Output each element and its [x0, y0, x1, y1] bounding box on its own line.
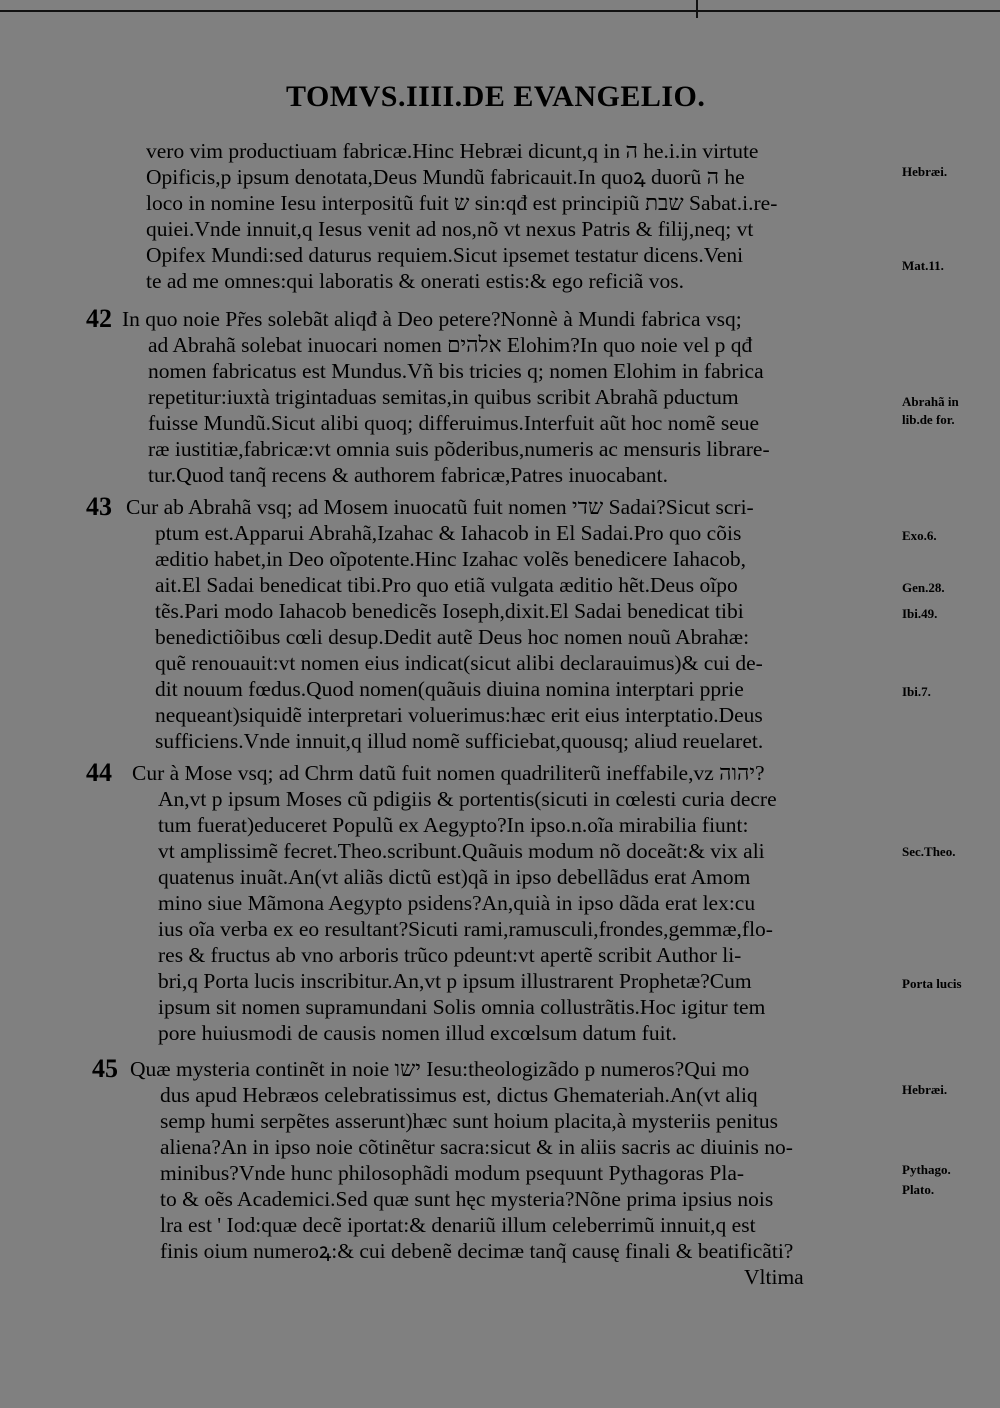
- text-line: aliena?An in ipso noie cõtinẽtur sacra:sicut & in aliis sacris ac diuinis no-: [160, 1135, 793, 1159]
- section-number: 45: [92, 1054, 118, 1083]
- text-line: ipsum sit nomen supramundani Solis omnia collustrãtis.Hoc igitur tem: [158, 995, 766, 1019]
- marginal-note: Ibi.49.: [902, 606, 938, 621]
- text-line: te ad me omnes:qui laboratis & onerati estis:& ego reficiã vos.: [146, 269, 684, 293]
- text-line: quẽ renouauit:vt nomen eius indicat(sicut alibi declarauimus)& cui de-: [155, 651, 763, 675]
- text-line: Opifex Mundi:sed daturus requiem.Sicut ipsemet testatur dicens.Veni: [146, 243, 744, 267]
- marginal-note: Pythago.: [902, 1162, 951, 1177]
- text-line: Cur à Mose vsq; ad Chrm datũ fuit nomen quadriliterũ ineffabile,vz יהוה?: [132, 761, 765, 785]
- text-line: nomen fabricatus est Mundus.Vñ bis tricies q; nomen Elohim in fabrica: [148, 359, 764, 383]
- text-line: tẽs.Pari modo Iahacob benedicẽs Ioseph,dixit.El Sadai benedicat tibi: [155, 599, 744, 623]
- top-rule: [0, 10, 1000, 12]
- marginal-note: Gen.28.: [902, 580, 945, 595]
- text-line: In quo noie Pr̃es solebãt aliqđ à Deo petere?Nonnè à Mundi fabrica vsq;: [122, 307, 742, 331]
- text-line: loco in nomine Iesu interpositũ fuit ש sin:qđ est principiũ שבת Sabat.i.re-: [146, 191, 778, 215]
- marginal-note: Abrahã in: [902, 394, 959, 409]
- text-line: fuisse Mundũ.Sicut alibi quoq; differuimus.Interfuit aũt hoc nomẽ seue: [148, 411, 760, 435]
- text-line: lra est ' Iod:quæ decẽ iportat:& denariũ illum celeberrimũ innuit,q est: [160, 1213, 756, 1237]
- text-line: dit nouum fœdus.Quod nomen(quãuis diuina nomina interptari pprie: [155, 677, 744, 701]
- text-line: Opificis,p ipsum denotata,Deus Mundũ fabricauit.In quoꝝ duorũ ה he: [146, 165, 745, 189]
- text-line: benedictiõibus cœli desup.Dedit autẽ Deus hoc nomen nouũ Abrahæ:: [155, 625, 750, 649]
- text-line: quatenus inuãt.An(vt aliãs dictũ est)qã in ipso debellãdus erat Amom: [158, 865, 751, 889]
- marginal-note: Hebræi.: [902, 1082, 948, 1097]
- text-line: to & oẽs Academici.Sed quæ sunt hęc mysteria?Nõne prima ipsius nois: [160, 1187, 774, 1211]
- marginal-note: Plato.: [902, 1182, 935, 1197]
- text-line: quiei.Vnde innuit,q Iesus venit ad nos,nõ vt nexus Patris & filij,neq; vt: [146, 217, 754, 241]
- text-line: finis oium numeroꝝ:& cui debenẽ decimæ tanq̃ causę finali & beatificãti?: [160, 1239, 794, 1263]
- marginal-note: Ibi.7.: [902, 684, 931, 699]
- text-line: bri,q Porta lucis inscribitur.An,vt p ipsum illustrarent Prophetæ?Cum: [158, 969, 752, 993]
- text-line: ait.El Sadai benedicat tibi.Pro quo etiã vulgata æditio hẽt.Deus oĩpo: [155, 573, 738, 597]
- catchword: Vltima: [744, 1265, 804, 1289]
- text-line: vt amplissimẽ fecret.Theo.scribunt.Quãuis modum nõ doceãt:& vix ali: [158, 839, 765, 863]
- text-line: An,vt p ipsum Moses cũ pdigiis & portentis(sicuti in cœlesti curia decre: [158, 787, 777, 811]
- text-line: vero vim productiuam fabricæ.Hinc Hebræi dicunt,q in ה he.i.in virtute: [146, 139, 759, 163]
- text-line: Quæ mysteria continẽt in noie ישו Iesu:theologizãdo p numeros?Qui mo: [130, 1057, 750, 1081]
- top-rule-notch: [696, 0, 698, 18]
- text-line: ius oĩa verba ex eo resultant?Sicuti rami,ramusculi,frondes,gemmæ,flo-: [158, 917, 773, 941]
- marginal-note: Sec.Theo.: [902, 844, 956, 859]
- text-line: sufficiens.Vnde innuit,q illud nomẽ sufficiebat,quousq; aliud reuelaret.: [155, 729, 764, 753]
- text-line: res & fructus ab vno arboris trũco pdeunt:vt apertẽ scribit Author li-: [158, 943, 742, 967]
- text-line: ptum est.Apparui Abrahã,Izahac & Iahacob in El Sadai.Pro quo cõis: [155, 521, 742, 545]
- text-line: mino siue Mãmona Aegypto psidens?An,quià in ipso dãda erat lex:cu: [158, 891, 756, 915]
- text-line: minibus?Vnde hunc philosophãdi modum psequunt Pythagoras Pla-: [160, 1161, 745, 1185]
- marginal-note: Exo.6.: [902, 528, 937, 543]
- text-line: ræ iustitiæ,fabricæ:vt omnia suis põderibus,numeris ac mensuris librare-: [148, 437, 770, 461]
- text-line: dus apud Hebræos celebratissimus est, dictus Ghemateriah.An(vt aliq: [160, 1083, 758, 1107]
- section-number: 44: [86, 758, 112, 787]
- running-header: TOMVS.IIII.DE EVANGELIO.: [286, 80, 706, 113]
- marginal-note: Porta lucis: [902, 976, 962, 991]
- text-line: repetitur:iuxtà trigintaduas semitas,in quibus scribit Abrahã pductum: [148, 385, 739, 409]
- marginal-note: Mat.11.: [902, 258, 944, 273]
- text-line: æditio habet,in Deo oĩpotente.Hinc Izahac volẽs benedicere Iahacob,: [155, 547, 747, 571]
- text-line: ad Abrahã solebat inuocari nomen אלהים Elohim?In quo noie vel p qđ: [148, 333, 753, 357]
- text-line: semp humi serpẽtes asserunt)hæc sunt hoium placita,à mysteriis penitus: [160, 1109, 779, 1133]
- marginal-note: Hebræi.: [902, 164, 948, 179]
- text-line: nequeant)siquidẽ interpretari voluerimus:hæc erit eius interptatio.Deus: [155, 703, 763, 727]
- marginal-note: lib.de for.: [902, 412, 955, 427]
- text-line: tur.Quod tanq̃ recens & authorem fabricæ,Patres inuocabant.: [148, 463, 669, 487]
- text-line: pore huiusmodi de causis nomen illud excœlsum datum fuit.: [158, 1021, 677, 1045]
- section-number: 42: [86, 304, 112, 333]
- text-line: tum fuerat)educeret Populũ ex Aegypto?In ipso.n.oĩa mirabilia fiunt:: [158, 813, 749, 837]
- section-number: 43: [86, 492, 112, 521]
- text-line: Cur ab Abrahã vsq; ad Mosem inuocatũ fuit nomen שדי Sadai?Sicut scri-: [126, 495, 754, 519]
